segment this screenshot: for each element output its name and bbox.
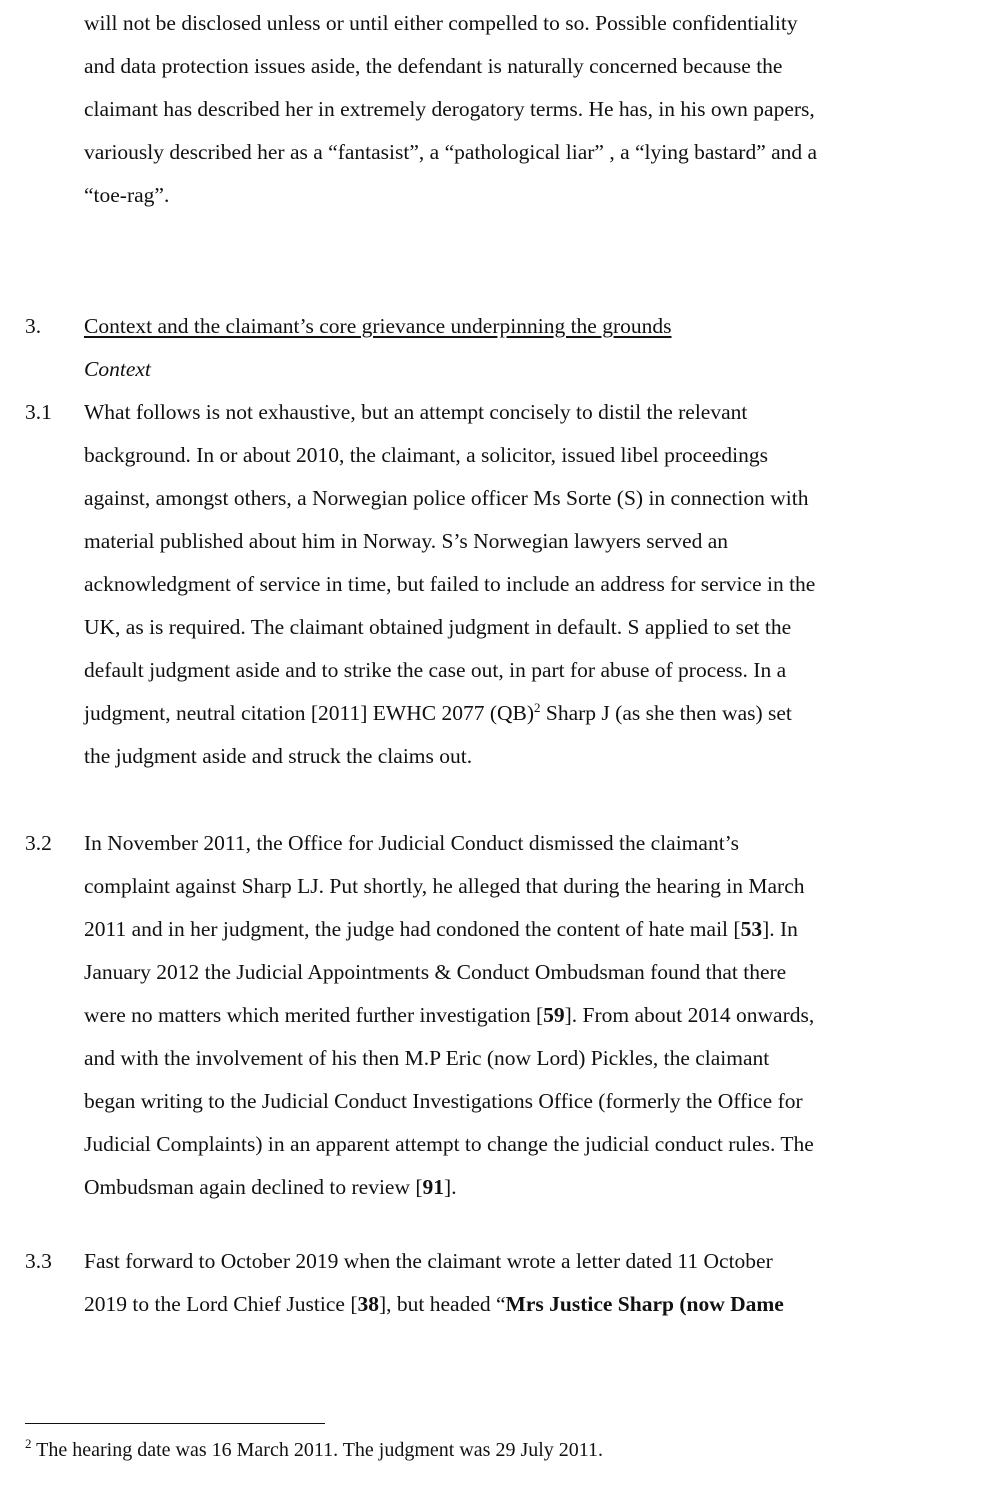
text-run: ]. From about 2014 onwards,: [564, 1003, 815, 1027]
text-line: claimant has described her in extremely derogatory terms. He has, in his own papers,: [84, 97, 815, 121]
text-line: In November 2011, the Office for Judicial Conduct dismissed the claimant’s: [84, 831, 740, 855]
bundle-page-reference: 59: [543, 1003, 565, 1027]
bundle-page-reference: 53: [740, 917, 763, 941]
text-run: 2011 and in her judgment, the judge had condoned the content of hate mail [: [84, 917, 741, 941]
text-line: [84, 1283, 954, 1326]
footnote-reference[interactable]: 2: [534, 700, 541, 715]
text-line: Fast forward to October 2019 when the claimant wrote a letter dated 11 October: [84, 1249, 773, 1273]
text-line: UK, as is required. The claimant obtained judgment in default. S applied to set the: [84, 615, 792, 639]
footnote: [25, 1436, 603, 1464]
paragraph-number-3-3: 3.3: [25, 1249, 52, 1273]
text-line: January 2012 the Judicial Appointments & Conduct Ombudsman found that there: [84, 960, 787, 984]
text-line: [84, 994, 954, 1037]
text-run: 2019 to the Lord Chief Justice [: [84, 1292, 358, 1316]
text-line: [84, 908, 954, 951]
bundle-page-reference: 38: [357, 1292, 379, 1316]
intro-paragraph: [84, 2, 954, 217]
paragraph-number-3-1: 3.1: [25, 400, 52, 424]
section-subheading: Context: [84, 357, 151, 381]
paragraph-3-3: [84, 1240, 954, 1326]
text-line: variously described her as a “fantasist”, a “pathological liar” , a “lying bastard” and a: [84, 140, 818, 164]
paragraph-number-3-2: 3.2: [25, 831, 52, 855]
text-run: ]. In: [762, 917, 798, 941]
text-run: Sharp J (as she then was) set: [540, 701, 792, 725]
text-line: began writing to the Judicial Conduct Investigations Office (formerly the Office for: [84, 1089, 803, 1113]
section-heading: [84, 305, 954, 391]
bundle-page-reference: 91: [422, 1175, 445, 1199]
text-run: were no matters which merited further investigation [: [84, 1003, 544, 1027]
text-line: material published about him in Norway. S’s Norwegian lawyers served an: [84, 529, 729, 553]
text-run: ], but headed “: [378, 1292, 506, 1316]
paragraph-3-1: [84, 391, 954, 778]
text-line: [84, 692, 954, 735]
text-line: “toe-rag”.: [84, 183, 170, 207]
text-run: Ombudsman again declined to review [: [84, 1175, 423, 1199]
footnote-text: The hearing date was 16 March 2011. The judgment was 29 July 2011.: [31, 1439, 604, 1461]
footnote-marker: 2: [25, 1436, 32, 1451]
text-line: [84, 1166, 954, 1209]
text-line: acknowledgment of service in time, but failed to include an address for service in the: [84, 572, 816, 596]
text-line: What follows is not exhaustive, but an attempt concisely to distil the relevant: [84, 400, 748, 424]
text-line: against, amongst others, a Norwegian police officer Ms Sorte (S) in connection with: [84, 486, 809, 510]
bold-heading-quote: Mrs Justice Sharp (now Dame: [505, 1292, 784, 1316]
text-line: Judicial Complaints) in an apparent attempt to change the judicial conduct rules. The: [84, 1132, 814, 1156]
text-line: will not be disclosed unless or until either compelled to so. Possible confidentiality: [84, 11, 798, 35]
text-line: complaint against Sharp LJ. Put shortly, he alleged that during the hearing in March: [84, 874, 805, 898]
footnote-separator: [25, 1423, 325, 1424]
text-line: and with the involvement of his then M.P Eric (now Lord) Pickles, the claimant: [84, 1046, 770, 1070]
text-line: background. In or about 2010, the claimant, a solicitor, issued libel proceedings: [84, 443, 768, 467]
text-run: judgment, neutral citation [2011] EWHC 2077 (QB): [84, 701, 535, 725]
text-line: and data protection issues aside, the defendant is naturally concerned because the: [84, 54, 783, 78]
section-heading-text: Context and the claimant’s core grievance underpinning the grounds: [84, 314, 672, 338]
section-number: 3.: [25, 314, 42, 338]
paragraph-3-2: [84, 822, 954, 1209]
text-line: the judgment aside and struck the claims out.: [84, 744, 473, 768]
text-run: ].: [444, 1175, 457, 1199]
text-line: default judgment aside and to strike the case out, in part for abuse of process. In a: [84, 658, 787, 682]
